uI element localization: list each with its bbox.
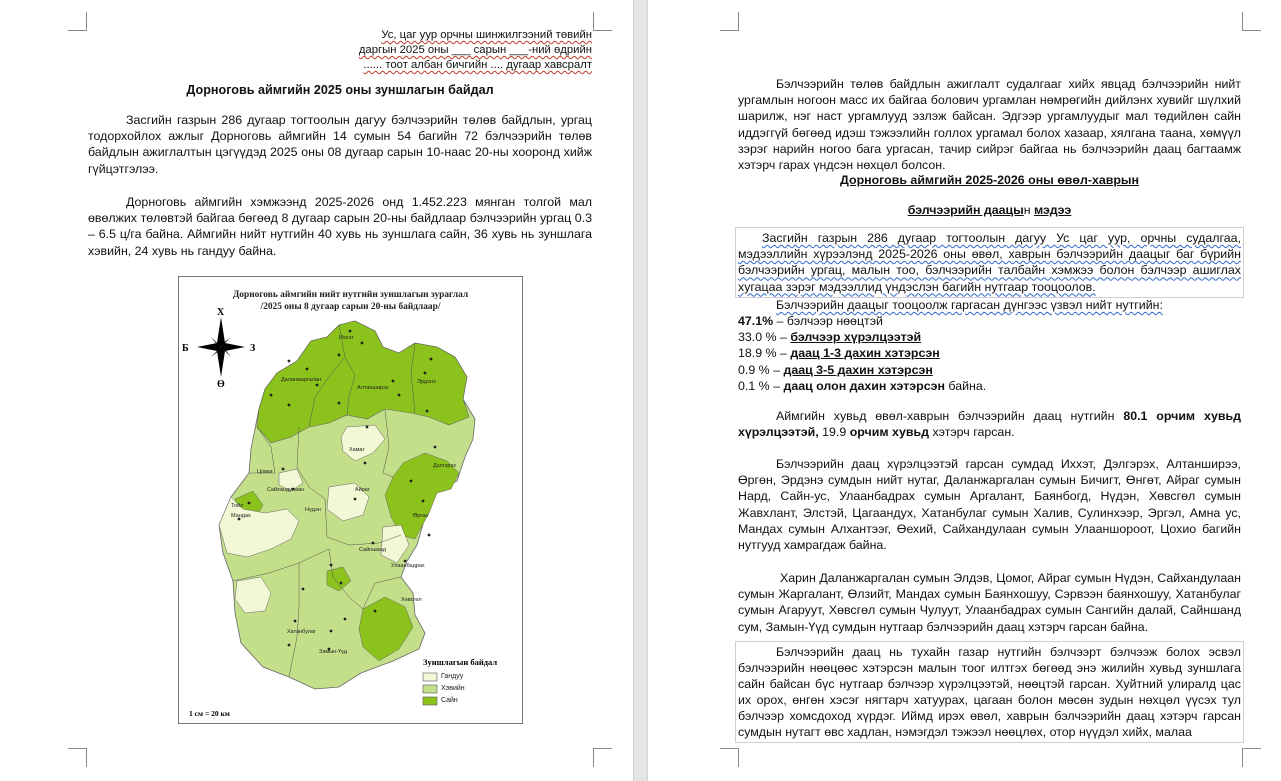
- overall-text-d: орчим хувьд: [849, 425, 929, 440]
- stat-row: [738, 362, 1241, 378]
- place-label: Иххэт: [339, 335, 354, 341]
- capacity-stats-list: [738, 313, 1241, 394]
- crop-mark-bottom-right: [1242, 748, 1261, 767]
- stat-separator: –: [769, 378, 784, 393]
- crop-mark-top-right: [593, 12, 612, 31]
- calculation-intro-text: Бэлчээрийн даацыг тооцоолж гаргасан дүнгээс үзвэл нийт нутгийн:: [776, 298, 1163, 312]
- place-label: Улаанбадрах: [391, 563, 425, 569]
- section-title-text-2c: мэдээ: [1034, 203, 1072, 217]
- legend-title: Зуншлагын байдал: [423, 657, 498, 667]
- place-label: Тойл: [231, 503, 244, 509]
- compass-east-label: З: [250, 343, 256, 354]
- place-label: Сайхандулаан: [267, 487, 305, 493]
- overall-text-c: 19.9: [818, 425, 850, 440]
- header-line-2: даргын 2025 оны ___ сарын ___-ний өдрийн: [358, 44, 592, 56]
- section-title-text-2a: бэлчээрийн даацы: [907, 203, 1024, 217]
- legend-swatch-normal: [423, 685, 437, 693]
- stat-text: даац 3-5 дахин хэтэрсэн: [783, 362, 933, 377]
- page-title: Дорноговь аймгийн 2025 оны зуншлагын байдал: [186, 83, 494, 97]
- crop-mark-bottom-left: [720, 748, 739, 767]
- legend-swatch-good: [423, 697, 437, 705]
- crop-mark-top-left: [68, 12, 87, 31]
- overall-text-a: Аймгийн хувьд өвөл-хаврын бэлчээрийн даац нутгийн: [776, 409, 1124, 423]
- exceeded-areas-paragraph: Харин Даланжаргалан сумын Элдэв, Цомог, Айраг сумын Нүдэн, Сайхандулаан сумын Жаргалант, Өлзийт, Мандах сумын Баянхошуу, Сэрвээн баянхошуу, Хатанбулаг сумын Агаруут, Хөвсгөл сумын Чулуут, Улаанбадрах сумын Сангийн далай, Сайншанд сум, Замын-Үүд сумдын нутгаар бэлчээрийн даац хэтэрч гарсан байна.: [738, 571, 1241, 634]
- legend-label-dry: Гандуу: [441, 673, 464, 680]
- place-label: Өргөн: [413, 513, 429, 519]
- place-label: Айраг: [355, 487, 370, 493]
- section-title-text-2b: н: [1023, 203, 1035, 217]
- stat-separator: –: [769, 362, 784, 377]
- vegetation-paragraph: Бэлчээрийн төлөв байдлын ажиглалт судалгааг хийх явцад бэлчээрийн нийт ургамлын ногоон масс их байгаа болович ургамлан нөмрөгийн дийлэнх хувийг шүлхий шарилж, нэг наст ургамлууд эзлэж байсан. Эдгээр ургамлуудыг мал төдийлөн сайн иддэггүй бөгөөд идэш тэжээлийн голлох ургамал болох хазаар, хялгана таана, хөмүүл зэрэг нарийн ногоо бага ургасан, тачир сийрэг байгаа нь бэлчээрийн даац багтаамж хэтэрч гарах үндсэн нөхцөл болсон.: [738, 77, 1241, 173]
- place-label: Дэлгэрэх: [433, 463, 456, 469]
- stat-value: 47.1%: [738, 314, 774, 328]
- compass-west-label: Б: [182, 343, 189, 354]
- overall-capacity-paragraph: [738, 408, 1241, 440]
- section-title-line-2: [738, 202, 1241, 218]
- intro-paragraph: Засгийн газрын 286 дугаар тогтоолын дагуу бэлчээрийн төлөв байдлын, ургац тодорхойлох ажлыг Дорноговь аймгийн 14 сумын 54 багийн 72 бэлчээрийн төлөв байдлын ажиглалтын цэгүүдэд 2025 оны 08 дугаар сарын 10-наас 20-ны хооронд хийж гүйцэтгэлээ.: [88, 113, 592, 176]
- methodology-paragraph: Засгийн газрын 286 дугаар тогтоолын дагуу Ус цаг уур, орчны судалгаа, мэдээллийн хүрээлэнд 2025-2026 оны өвөл, хаврын бэлчээрийн даацыг баг бүрийн бэлчээрийн ургац, малын тоо, бэлчээрийн талбайн хэмжээ болон бэлчээр ашиглах хугацаа зэрэг мэдээллид үндэслэн багийн нутгаар тооцоолов.: [738, 231, 1241, 294]
- map-scale: 1 см = 20 км: [189, 709, 230, 718]
- place-label: Даланжаргалан: [281, 377, 322, 383]
- place-label: Замын-Үүд: [319, 649, 348, 655]
- crop-mark-bottom-right: [593, 748, 612, 767]
- map-title-line-1: Дорноговь аймгийн нийт нутгийн зуншлагын зураглал: [232, 290, 469, 300]
- stat-row: [738, 329, 1241, 345]
- stat-separator: –: [776, 330, 791, 345]
- stat-suffix: байна.: [944, 378, 987, 393]
- place-label: Цомог: [257, 469, 273, 475]
- overall-text-b: 80.1 орчим хувьд хүрэлцээтэй,: [738, 409, 1241, 440]
- section-title-text-1: Дорноговь аймгийн 2025-2026 оны өвөл-хаврын: [840, 173, 1139, 187]
- calculation-intro: [776, 297, 1241, 313]
- overall-text-e: хэтэрч гарсан.: [929, 425, 1015, 440]
- stat-value: 18.9 %: [738, 346, 777, 361]
- drought-map: [178, 276, 523, 724]
- stat-value: 0.1 %: [738, 378, 770, 393]
- place-label: Хамаг: [349, 447, 365, 453]
- compass-north-label: Х: [217, 307, 225, 318]
- map-title-line-2: /2025 оны 8 дугаар сарын 20-ны байдлаар/: [260, 302, 441, 312]
- document-page-left: [0, 0, 633, 781]
- header-attachment-note: [300, 28, 592, 73]
- place-label: Хөвсгөл: [401, 597, 422, 603]
- compass-rose: [197, 317, 245, 377]
- crop-mark-top-right: [1242, 12, 1261, 31]
- crop-mark-bottom-left: [68, 748, 87, 767]
- legend-swatch-dry: [423, 673, 437, 681]
- compass-south-label: Ө: [217, 379, 225, 390]
- header-line-3: ...... тоот албан бичгийн .... дугаар хавсралт: [363, 59, 592, 71]
- stat-row: [738, 345, 1241, 361]
- place-label: Эрдэнэ: [417, 379, 436, 385]
- place-label: Нүдэн: [305, 507, 321, 513]
- place-label: Алтанширээ: [357, 385, 389, 391]
- stat-text: даац олон дахин хэтэрсэн: [783, 378, 945, 393]
- place-label: Мандах: [231, 513, 251, 519]
- stat-separator: –: [773, 314, 787, 328]
- section-title-line-1: [738, 172, 1241, 188]
- legend-label-good: Сайн: [441, 697, 458, 704]
- place-label: Хатанбулаг: [287, 629, 317, 635]
- stat-row: [738, 313, 1241, 329]
- header-line-1: Ус, цаг уур орчны шинжилгээний төвийн: [381, 29, 592, 41]
- stat-text: бэлчээр хүрэлцээтэй: [790, 330, 922, 345]
- stat-row: [738, 378, 1241, 394]
- stat-text: бэлчээр нөөцтэй: [786, 314, 883, 328]
- legend-label-normal: Хэвийн: [441, 685, 465, 692]
- stat-value: 0.9 %: [738, 362, 770, 377]
- stat-value: 33.0 %: [738, 330, 777, 345]
- document-page-right: [648, 0, 1281, 781]
- sufficient-areas-paragraph: Бэлчээрийн даац хүрэлцээтэй гарсан сумдад Иххэт, Дэлгэрэх, Алтанширээ, Өргөн, Эрдэнэ сумдын нийт нутаг, Даланжаргалан сумын Бичигт, Өнгөт, Айраг сумын Нард, Сайн-ус, Улаанбадрах сумын Аргалант, Баянбогд, Нүдэн, Хөвсгөл сумын Жавхлант, Элстэй, Цагаандух, Хатанбулаг сумын Халив, Сулинхээр, Эргэл, Амна ус, Мандах сумын Алхантээг, Өехий, Сайхандулаан сумын Улааншороот, Цохио багийн нутгууд хамрагдаж байна.: [738, 457, 1241, 553]
- place-label: Сайншанд: [359, 547, 386, 553]
- summary-paragraph: Дорноговь аймгийн хэмжээнд 2025-2026 онд 1.452.223 мянган толгой мал өвөлжих төлөвтэй байгаа бөгөөд 8 дугаар сарын 20-ны байдлаар бэлчээрийн ургац 0.3 – 6.5 ц/га байна. Аймгийн нийт нутгийн 40 хувь нь зуншлага сайн, 36 хувь нь зуншлага хэвийн, 24 хувь нь гандуу байна.: [88, 195, 592, 258]
- crop-mark-top-left: [720, 12, 739, 31]
- recommendation-paragraph: Бэлчээрийн даац нь тухайн газар нутгийн бэлчээрт бэлчээж болох эсвэл бэлчээрийн нөөцөөс хэтэрсэн малын тоог илтгэх бөгөөд энэ жилийн хувьд зуншлага сайн байсан бүс нутгаар бэлчээр хүрэлцээтэй, нөөцтэй гарсан. Хуйтний улиралд цас их орох, өнгөн хэсэг нягтарч хатуурах, цагаан болон мөсөн зудын нөхцөл үүсэх тул бэлчээр хомсдоход хүрдэг. Иймд ирэх өвөл, хаврын бэлчээрийн даац хэтэрч гарсан сумдын нутагт өвс хадлан, нэмэгдэл тэжээл нөөцлөх, отор нүүдэл хийх, малаа: [738, 645, 1241, 739]
- stat-separator: –: [776, 346, 791, 361]
- stat-text: даац 1-3 дахин хэтэрсэн: [790, 346, 940, 361]
